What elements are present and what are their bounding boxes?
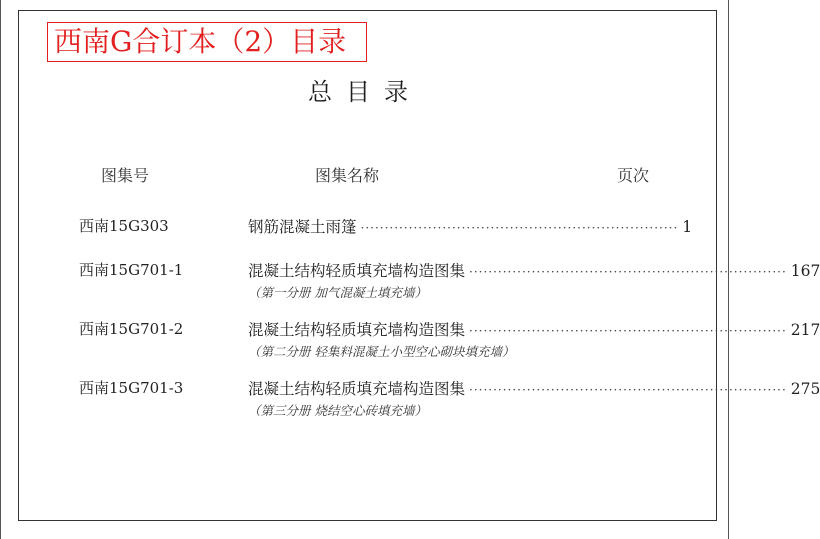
entry-name: 钢筋混凝土雨篷 bbox=[248, 218, 357, 236]
page-title: 总目录 bbox=[308, 78, 422, 106]
entry-page: 217 bbox=[790, 321, 820, 339]
dot-leader: ·································································· bbox=[469, 265, 787, 279]
entry-subtitle: （第二分册 轻集料混凝土小型空心砌块填充墙） bbox=[248, 344, 515, 359]
column-header-name: 图集名称 bbox=[315, 166, 380, 185]
column-header-page: 页次 bbox=[617, 166, 650, 185]
red-title-box: 西南G合订本（2）目录 bbox=[47, 22, 367, 62]
entry-name: 混凝土结构轻质填充墙构造图集 bbox=[248, 380, 466, 398]
entry-name: 混凝土结构轻质填充墙构造图集 bbox=[248, 321, 466, 339]
column-header-code: 图集号 bbox=[101, 166, 150, 185]
entry-code: 西南15G701-2 bbox=[79, 320, 184, 338]
dot-leader: ·································································· bbox=[469, 324, 787, 338]
dot-leader: ·································································· bbox=[360, 221, 679, 235]
entry-page: 1 bbox=[682, 218, 693, 236]
entry-subtitle: （第三分册 烧结空心砖填充墙） bbox=[248, 403, 427, 418]
entry-name-line bbox=[248, 318, 820, 340]
entry-page: 167 bbox=[790, 262, 820, 280]
entry-code: 西南15G701-1 bbox=[79, 261, 184, 279]
entry-name-line bbox=[248, 259, 820, 281]
entry-page: 275 bbox=[790, 380, 820, 398]
entry-subtitle: （第一分册 加气混凝土填充墙） bbox=[248, 285, 427, 300]
entry-code: 西南15G701-3 bbox=[79, 379, 184, 397]
entry-name-line bbox=[248, 377, 820, 399]
entry-name-line bbox=[248, 215, 693, 237]
dot-leader: ·································································· bbox=[469, 383, 787, 397]
entry-name: 混凝土结构轻质填充墙构造图集 bbox=[248, 262, 466, 280]
entry-code: 西南15G303 bbox=[79, 217, 169, 235]
